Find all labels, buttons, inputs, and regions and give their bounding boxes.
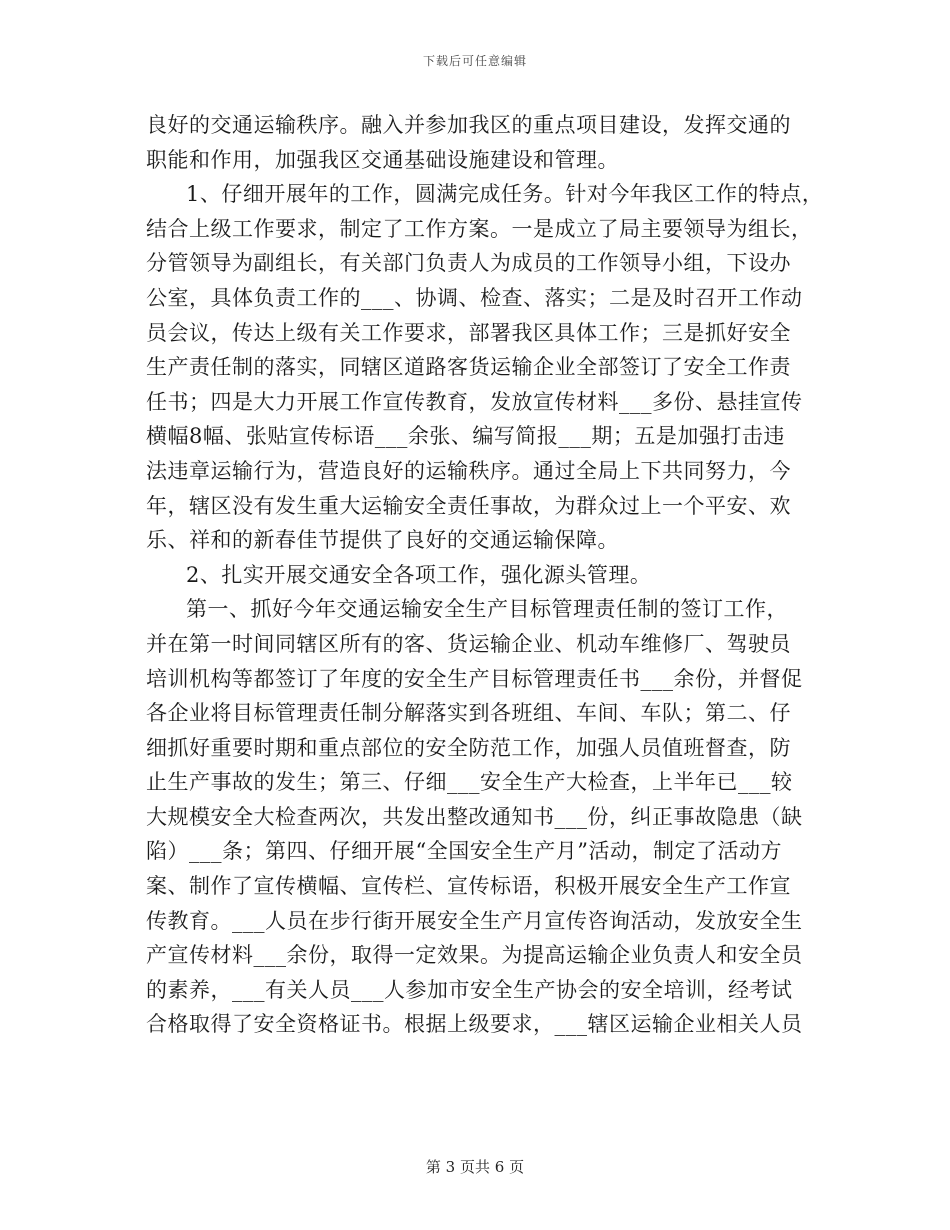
text-line: 2、扎实开展交通安全各项工作，强化源头管理。 [186, 562, 652, 587]
text-line: 案、制作了宣传横幅、宣传栏、宣传标语，积极开展安全生产工作宣 [146, 874, 791, 899]
text-line: 产宣传材料___余份，取得一定效果。为提高运输企业负责人和安全员 [146, 943, 803, 968]
text-line: 法违章运输行为，营造良好的运输秩序。通过全局上下共同努力，今 [146, 458, 791, 483]
text-line: 并在第一时间同辖区所有的客、货运输企业、机动车维修厂、驾驶员 [146, 631, 791, 656]
text-line: 细抓好重要时期和重点部位的安全防范工作，加强人员值班督查，防 [146, 735, 791, 760]
text-line: 良好的交通运输秩序。融入并参加我区的重点项目建设，发挥交通的 [146, 113, 791, 137]
text-line: 的素养，___有关人员___人参加市安全生产协会的安全培训，经考试 [146, 977, 793, 1002]
page-footer: 第 3 页共 6 页 [425, 1158, 525, 1176]
text-line: 止生产事故的发生；第三、仔细___安全生产大检查，上半年已___较 [146, 770, 793, 795]
text-line: 各企业将目标管理责任制分解落实到各班组、车间、车队；第二、仔 [146, 701, 791, 726]
text-line: 任书；四是大力开展工作宣传教育，发放宣传材料___多份、悬挂宣传 [146, 389, 803, 414]
text-line: 职能和作用，加强我区交通基础设施建设和管理。 [146, 147, 619, 172]
page-header: 下载后可任意编辑 [422, 54, 527, 68]
text-line: 大规模安全大检查两次，共发出整改通知书___份，纠正事故隐患（缺 [146, 804, 803, 829]
text-line: 1、仔细开展年的工作，圆满完成任务。针对今年我区工作的特点， [186, 182, 824, 207]
text-line: 年，辖区没有发生重大运输安全责任事故，为群众过上一个平安、欢 [146, 493, 791, 518]
text-line: 结合上级工作要求，制定了工作方案。一是成立了局主要领导为组长， [146, 216, 813, 241]
text-line: 合格取得了安全资格证书。根据上级要求，___辖区运输企业相关人员 [146, 1012, 803, 1037]
text-line: 横幅8幅、张贴宣传标语___余张、编写简报___期；五是加强打击违 [146, 424, 785, 449]
text-line: 员会议，传达上级有关工作要求，部署我区具体工作；三是抓好安全 [146, 320, 791, 345]
document-body [146, 108, 826, 1042]
text-line: 传教育。___人员在步行街开展安全生产月宣传咨询活动，发放安全生 [146, 908, 803, 933]
text-line: 陷）___条；第四、仔细开展“全国安全生产月”活动，制定了活动方 [146, 839, 782, 864]
text-line: 第一、抓好今年交通运输安全生产目标管理责任制的签订工作， [186, 597, 788, 622]
text-line: 分管领导为副组长，有关部门负责人为成员的工作领导小组，下设办 [146, 251, 791, 276]
text-line: 生产责任制的落实，同辖区道路客货运输企业全部签订了安全工作责 [146, 355, 791, 380]
text-line: 乐、祥和的新春佳节提供了良好的交通运输保障。 [146, 528, 619, 553]
text-line: 培训机构等都签订了年度的安全生产目标管理责任书___余份，并督促 [146, 666, 803, 691]
text-line: 公室，具体负责工作的___、协调、检查、落实；二是及时召开工作动 [146, 285, 803, 310]
